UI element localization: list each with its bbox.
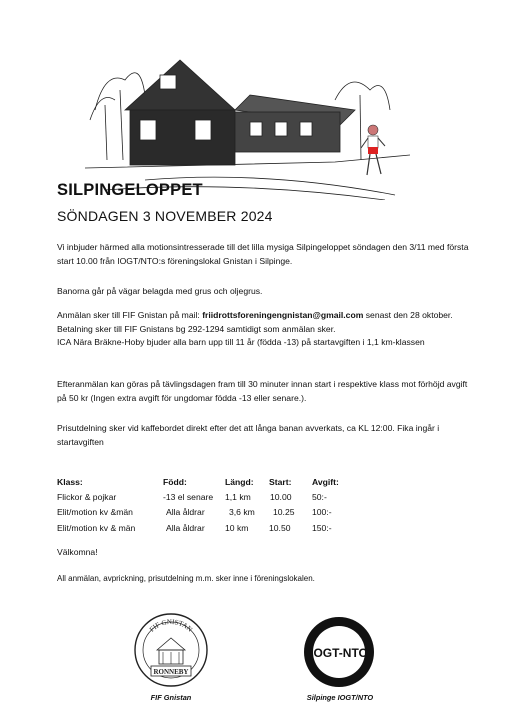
cell-fee: 50:- <box>312 492 327 503</box>
header-class: Klass: <box>57 477 83 487</box>
house-runner-illustration <box>85 50 410 200</box>
cell-fee: 100:- <box>312 507 332 518</box>
page-title: SILPINGELOPPET <box>57 181 203 199</box>
cell-start: 10.00 <box>270 492 292 503</box>
registration-text: Anmälan sker till FIF Gnistan på mail: <box>57 310 203 320</box>
logo-ring-bottom: RONNEBY <box>153 668 189 676</box>
cell-length: 1,1 km <box>225 492 251 503</box>
intro-paragraph: Vi inbjuder härmed alla motionsintresserade till det lilla mysiga Silpingeloppet söndagen den 3/11 med första start 10.00 från IOGT/NTO:s föreningslokal Gnistan i Silpinge. <box>57 242 469 266</box>
logo-ring-top: FIF GNISTAN <box>148 617 194 634</box>
fif-gnistan-logo <box>133 612 209 688</box>
header-length: Längd: <box>225 477 254 487</box>
registration-email[interactable]: friidrottsforeningengnistan@gmail.com <box>202 310 364 320</box>
svg-text:FIF GNISTAN <box>148 618 194 634</box>
cell-class: Elit/motion kv & män <box>57 522 136 533</box>
cell-length: 10 km <box>225 522 249 533</box>
iogt-nto-logo <box>303 616 375 688</box>
prize-paragraph: Prisutdelning sker vid kaffebordet direkt efter det att långa banan avverkats, ca KL 12:00. Fika ingår i startavgiften <box>57 423 440 447</box>
cell-born: Alla åldrar <box>166 522 205 533</box>
footer-text: All anmälan, avprickning, prisutdelning m.m. sker inne i föreningslokalen. <box>57 574 315 583</box>
cell-start: 10.50 <box>269 522 291 533</box>
registration-paragraph <box>57 309 477 350</box>
cell-fee: 150:- <box>312 522 332 533</box>
cell-class: Elit/motion kv &män <box>57 507 133 518</box>
header-start: Start: <box>269 477 292 487</box>
welcome-text: Välkomna! <box>57 547 98 557</box>
header-fee: Avgift: <box>312 477 339 487</box>
late-registration-paragraph: Efteranmälan kan göras på tävlingsdagen fram till 30 minuter innan start i respektive klass mot förhöjd avgift på 50 kr (Ingen extra avgift för ungdomar födda -13 eller senare.). <box>57 379 468 403</box>
course-paragraph: Banorna går på vägar belagda med grus och oljegrus. <box>57 286 263 296</box>
fif-gnistan-caption: FIF Gnistan <box>150 693 192 702</box>
logo-ring-text: IOGT-NTO <box>310 646 368 660</box>
cell-start: 10.25 <box>273 507 295 518</box>
iogt-nto-caption: Silpinge IOGT/NTO <box>306 693 374 702</box>
cell-born: -13 el senare <box>163 492 214 503</box>
registration-text-cont: senast den 28 oktober. Betalning sker till FIF Gnistans bg 292-1294 samtidigt som anmälan sker. <box>57 310 453 334</box>
cell-class: Flickor & pojkar <box>57 492 117 503</box>
cell-length: 3,6 km <box>229 507 255 518</box>
event-date: SÖNDAGEN 3 NOVEMBER 2024 <box>57 208 273 224</box>
header-born: Född: <box>163 477 187 487</box>
cell-born: Alla åldrar <box>166 507 205 518</box>
ica-offer-text: ICA Nära Bräkne-Hoby bjuder alla barn upp till 11 år (födda -13) på startavgiften i 1,1 km-klassen <box>57 337 425 347</box>
